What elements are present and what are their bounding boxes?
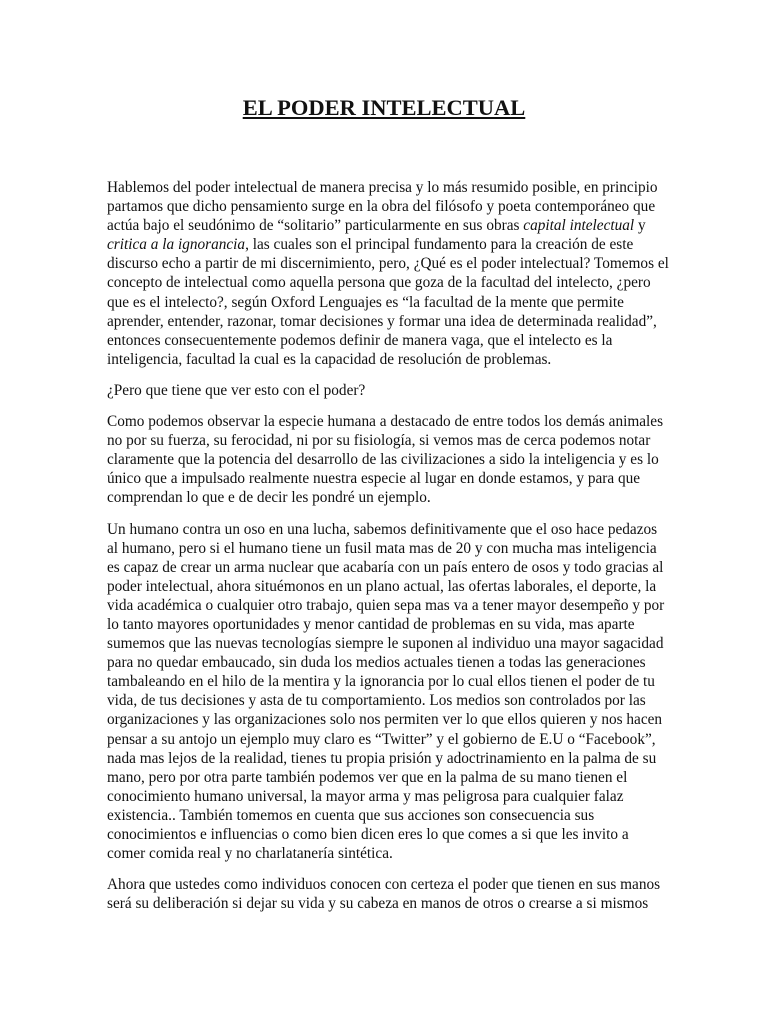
text-line: para no quedar embaucado, sin duda los medios actuales tienen a todas las generaciones — [107, 654, 646, 672]
text-line: Como podemos observar la especie humana a destacado de entre todos los demás animales — [107, 413, 664, 431]
text-line: organizaciones y las organizaciones solo nos permiten ver lo que ellos quieren y nos hacen — [107, 711, 663, 729]
text-line: vida, de tus decisiones y asta de tu comportamiento. Los medios son controlados por las — [107, 692, 646, 710]
text-line: será su deliberación si dejar su vida y su cabeza en manos de otros o crearse a si mismos — [107, 895, 649, 913]
text-line: vida académica o cualquier otro trabajo, quien sepa mas va a tener mayor desempeño y por — [107, 596, 665, 614]
text-line: comer comida real y no charlatanería sintética. — [107, 845, 393, 863]
text-line: tambaleando en el hilo de la mentira y la ignorancia por lo cual ellos tienen el poder de tu — [107, 673, 655, 691]
paragraph — [107, 412, 667, 507]
text-line: es capaz de crear un arma nuclear que acabaría con un país entero de osos y todo gracias al — [107, 558, 664, 576]
text-line: Hablemos del poder intelectual de manera precisa y lo más resumido posible, en principio — [107, 179, 658, 196]
text-line: Un humano contra un oso en una lucha, sabemos definitivamente que el oso hace pedazos — [107, 520, 658, 538]
paragraph — [107, 875, 667, 913]
text-line: lo tanto mayores oportunidades y menor cantidad de problemas en su vida, mas aparte — [107, 615, 635, 633]
text-line: ¿Pero que tiene que ver esto con el poder? — [107, 381, 366, 399]
text-line: pensar a su antojo un ejemplo muy claro es “Twitter” y el gobierno de E.U o “Facebook”, — [107, 730, 656, 748]
text-line: partamos que dicho pensamiento surge en la obra del filósofo y poeta contemporáneo que — [107, 198, 656, 216]
text-line: conocimiento humano universal, la mayor arma y mas peligrosa para cualquier falaz — [107, 787, 624, 805]
text-line: sumemos que las nuevas tecnologías siempre le suponen al individuo una mayor sagacidad — [107, 635, 664, 653]
text-line: aprender, entender, razonar, tomar decisiones y formar una idea de determinada realidad”, — [107, 312, 657, 330]
text-line: critica a la ignorancia, las cuales son el principal fundamento para la creación de este — [107, 236, 634, 254]
text-line: actúa bajo el seudónimo de “solitario” particularmente en sus obras capital intelectual y — [107, 217, 646, 235]
document-title: EL PODER INTELECTUAL — [242, 95, 526, 120]
text-line: al humano, pero si el humano tiene un fusil mata mas de 20 y con mucha mas inteligencia — [107, 539, 657, 557]
text-line: discurso echo a partir de mi discernimiento, pero, ¿Qué es el poder intelectual? Tomemos el — [107, 255, 669, 273]
text-line: entonces consecuentemente podemos definir de manera vaga, que el intelecto es la — [107, 331, 613, 349]
paragraph — [107, 520, 667, 864]
text-line: que es el intelecto?, según Oxford Lenguajes es “la facultad de la mente que permite — [107, 293, 624, 311]
text-line: comprendan lo que e de decir les pondré un ejemplo. — [107, 489, 431, 507]
text-line: existencia.. También tomemos en cuenta que sus acciones son consecuencia sus — [107, 806, 595, 824]
text-line: no por su fuerza, su ferocidad, ni por su fisiología, si vemos mas de cerca podemos notar — [107, 432, 651, 450]
text-line: conocimientos e influencias o como bien dicen eres lo que comes a si que les invito a — [107, 826, 629, 843]
italic-title: capital intelectual — [523, 217, 635, 235]
text-line: mano, pero por otra parte también podemos ver que en la palma de su mano tienen el — [107, 768, 628, 786]
document-body — [107, 178, 667, 925]
paragraph — [107, 178, 667, 369]
italic-title: critica a la ignorancia — [107, 236, 246, 254]
text-line: concepto de intelectual como aquella persona que goza de la facultad del intelecto, ¿pero — [107, 274, 651, 292]
text-line: claramente que la potencia del desarrollo de las civilizaciones a sido la inteligencia y es lo — [107, 451, 659, 469]
text-line: único que a impulsado realmente nuestra especie al lugar en donde estamos, y para que — [107, 470, 641, 488]
paragraph — [107, 381, 667, 400]
text-line: poder intelectual, ahora situémonos en un plano actual, las ofertas laborales, el deporte, la — [107, 577, 657, 595]
text-line: inteligencia, facultad la cual es la capacidad de resolución de problemas. — [107, 350, 552, 368]
text-line: Ahora que ustedes como individuos conocen con certeza el poder que tienen en sus manos — [107, 876, 661, 894]
text-line: nada mas lejos de la realidad, tienes tu propia prisión y adoctrinamiento en la palma de su — [107, 749, 657, 767]
